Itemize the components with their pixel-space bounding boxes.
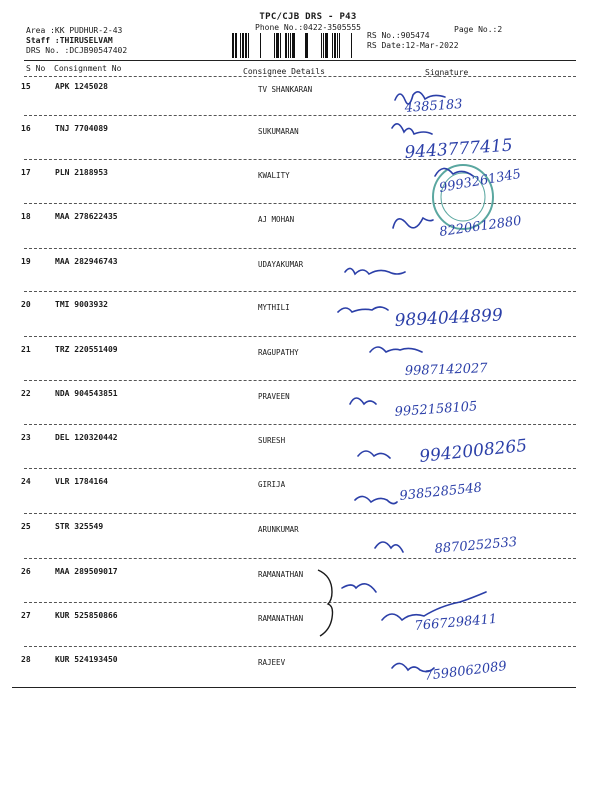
barcode-bar — [351, 33, 352, 58]
barcode-bar — [248, 33, 249, 58]
signature-scribble — [358, 451, 390, 458]
header-bottom-rule — [24, 76, 576, 77]
signature-phone-number: 9385285548 — [398, 480, 483, 504]
barcode-bar — [288, 33, 289, 58]
row-consignment-number: DEL 120320442 — [55, 433, 118, 442]
row-consignee-name: ARUNKUMAR — [258, 525, 299, 534]
row-consignee-name: UDAYAKUMAR — [258, 260, 304, 269]
signature-scribble — [392, 663, 434, 671]
bracket-mark — [318, 570, 333, 636]
rs-number: RS No.:905474 — [367, 31, 430, 40]
row-divider — [24, 159, 576, 160]
row-serial-number: 15 — [21, 82, 31, 91]
row-divider — [24, 646, 576, 647]
signature-scribble — [393, 218, 433, 228]
row-serial-number: 23 — [21, 433, 31, 442]
barcode-bar — [321, 33, 322, 58]
barcode-bar — [260, 33, 261, 58]
row-consignee-name: SUKUMARAN — [258, 127, 299, 136]
barcode-bar — [290, 33, 291, 58]
signature-phone-number: 9987142027 — [404, 361, 488, 379]
barcode-bar — [334, 33, 336, 58]
barcode-bar — [235, 33, 237, 58]
row-consignment-number: MAA 282946743 — [55, 257, 118, 266]
signature-scribble — [338, 307, 388, 312]
barcode-bar — [285, 33, 287, 58]
signature-scribble — [375, 542, 403, 552]
row-consignee-name: RAMANATHAN — [258, 570, 304, 579]
signature-scribble — [370, 347, 422, 352]
row-consignment-number: VLR 1784164 — [55, 477, 108, 486]
signature-scribble — [355, 496, 397, 503]
row-serial-number: 21 — [21, 345, 31, 354]
row-consignee-name: SURESH — [258, 436, 286, 445]
signature-phone-number: 7667298411 — [414, 611, 498, 634]
rs-date: RS Date:12-Mar-2022 — [367, 41, 459, 50]
signature-phone-number: 7598062089 — [423, 659, 508, 684]
page-number: Page No.:2 — [454, 25, 503, 34]
row-consignment-number: KUR 524193450 — [55, 655, 118, 664]
bottom-rule — [12, 687, 576, 688]
signature-scribble — [342, 584, 376, 592]
row-consignment-number: NDA 904543851 — [55, 389, 118, 398]
signature-phone-number: 8870252533 — [434, 534, 518, 557]
barcode-bar — [245, 33, 247, 58]
row-divider — [24, 291, 576, 292]
row-consignee-name: MYTHILI — [258, 303, 290, 312]
row-consignment-number: PLN 2188953 — [55, 168, 108, 177]
barcode-bar — [276, 33, 279, 58]
document-title: TPC/CJB DRS - P43 — [259, 12, 357, 22]
signature-scribble — [345, 268, 405, 274]
signature-scribble — [435, 168, 473, 176]
area-label: Area :KK PUDHUR-2-43 — [26, 26, 123, 35]
signature-phone-number: 9942008265 — [418, 435, 529, 467]
header-top-rule — [24, 60, 576, 61]
row-divider — [24, 513, 576, 514]
row-divider — [24, 203, 576, 204]
row-divider — [24, 336, 576, 337]
row-serial-number: 25 — [21, 522, 31, 531]
phone-number: Phone No.:0422-3505555 — [255, 23, 361, 32]
row-consignee-name: TV SHANKARAN — [258, 85, 313, 94]
staff-label: Staff :THIRUSELVAM — [26, 36, 113, 45]
col-signature: Signature — [425, 68, 469, 77]
barcode-bar — [332, 33, 333, 58]
row-consignee-name: RAMANATHAN — [258, 614, 304, 623]
col-sno: S No — [26, 64, 46, 73]
row-consignment-number: TMI 9003932 — [55, 300, 108, 309]
row-consignee-name: AJ MOHAN — [258, 215, 295, 224]
header-title-block — [228, 12, 388, 32]
row-consignment-number: TNJ 7704089 — [55, 124, 108, 133]
signature-phone-number: 8220612880 — [438, 213, 523, 240]
row-divider — [24, 602, 576, 603]
row-consignment-number: TRZ 220551409 — [55, 345, 118, 354]
row-consignee-name: GIRIJA — [258, 480, 286, 489]
row-serial-number: 22 — [21, 389, 31, 398]
signature-phone-number: 9443777415 — [403, 135, 514, 163]
drs-number: DRS No. :DCJB90547402 — [26, 46, 128, 55]
row-consignee-name: RAGUPATHY — [258, 348, 299, 357]
row-consignment-number: STR 325549 — [55, 522, 104, 531]
row-serial-number: 16 — [21, 124, 31, 133]
delivery-stamp — [433, 165, 493, 229]
row-consignee-name: PRAVEEN — [258, 392, 290, 401]
barcode-bar — [232, 33, 234, 58]
row-divider — [24, 424, 576, 425]
barcode-bar — [240, 33, 241, 58]
signature-phone-number: 9894044899 — [394, 305, 504, 331]
row-consignee-name: RAJEEV — [258, 658, 286, 667]
row-serial-number: 19 — [21, 257, 31, 266]
signature-scribble — [395, 92, 445, 104]
row-divider — [24, 468, 576, 469]
signature-scribble — [350, 398, 376, 404]
barcode-bar — [339, 33, 340, 58]
barcode — [232, 33, 362, 58]
row-divider — [24, 248, 576, 249]
row-consignment-number: APK 1245028 — [55, 82, 108, 91]
row-serial-number: 20 — [21, 300, 31, 309]
barcode-bar — [337, 33, 338, 58]
row-divider — [24, 558, 576, 559]
signature-scribble — [382, 592, 486, 620]
row-serial-number: 28 — [21, 655, 31, 664]
row-serial-number: 18 — [21, 212, 31, 221]
header-info — [26, 26, 127, 56]
rs-info — [367, 31, 459, 51]
barcode-bar — [274, 33, 275, 58]
row-consignee-name: KWALITY — [258, 171, 290, 180]
row-serial-number: 27 — [21, 611, 31, 620]
barcode-bar — [323, 33, 324, 58]
signature-phone-number: 4385183 — [404, 96, 464, 116]
row-divider — [24, 380, 576, 381]
row-divider — [24, 115, 576, 116]
row-consignment-number: MAA 289509017 — [55, 567, 118, 576]
signature-phone-number: 9993261345 — [438, 166, 523, 196]
barcode-bar — [325, 33, 328, 58]
signature-scribble — [392, 124, 432, 134]
barcode-bar — [292, 33, 295, 58]
row-serial-number: 17 — [21, 168, 31, 177]
row-consignment-number: MAA 278622435 — [55, 212, 118, 221]
barcode-bar — [305, 33, 308, 58]
col-consignee: Consignee Details — [243, 67, 325, 76]
col-consignment: Consignment No — [54, 64, 122, 73]
signature-phone-number: 9952158105 — [394, 399, 478, 420]
row-consignment-number: KUR 525850866 — [55, 611, 118, 620]
row-serial-number: 26 — [21, 567, 31, 576]
barcode-bar — [242, 33, 244, 58]
row-serial-number: 24 — [21, 477, 31, 486]
barcode-bar — [280, 33, 281, 58]
